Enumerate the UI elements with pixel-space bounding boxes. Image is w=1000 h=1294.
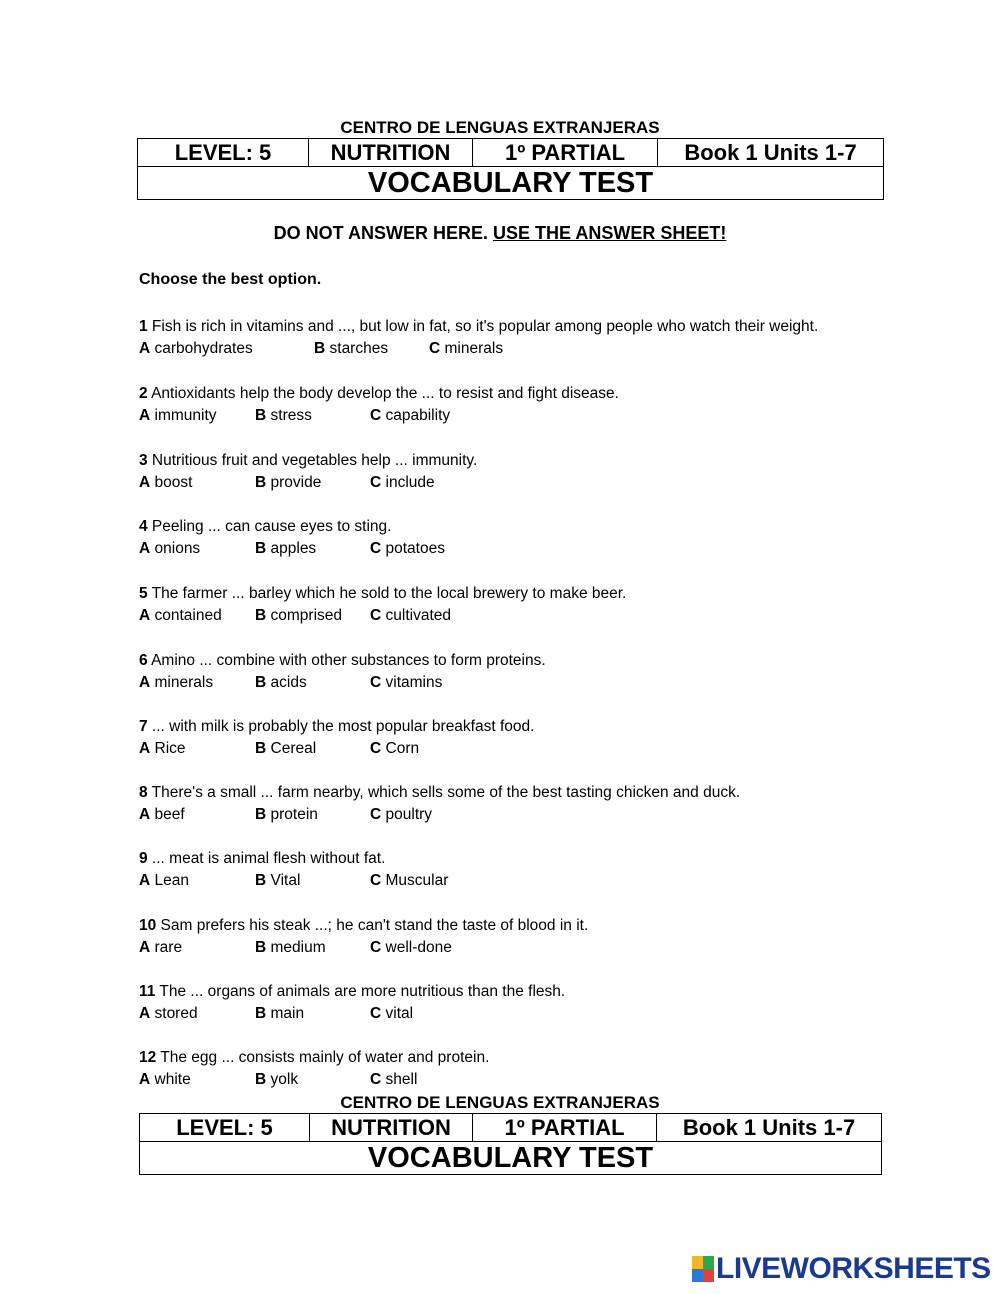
book-cell: Book 1 Units 1-7 (658, 139, 884, 167)
question-stem: Antioxidants help the body develop the ... to resist and fight disease. (147, 385, 619, 402)
book-cell-bottom: Book 1 Units 1-7 (657, 1114, 882, 1142)
question-stem: Amino ... combine with other substances to form proteins. (147, 652, 546, 669)
option-letter: C (370, 740, 382, 757)
option-text: capability (381, 407, 451, 424)
option-letter: B (255, 872, 267, 889)
header-table (137, 138, 884, 200)
option-c (370, 937, 452, 959)
option-text: carbohydrates (150, 340, 253, 357)
option-row (139, 870, 899, 892)
option-letter: A (139, 1071, 151, 1088)
option-letter: A (139, 872, 151, 889)
option-text: onions (150, 540, 201, 557)
logo-blocks-icon (692, 1256, 714, 1282)
option-letter: A (139, 740, 151, 757)
option-a (139, 405, 217, 427)
question-3 (139, 450, 899, 494)
answer-instructions (0, 222, 1000, 244)
option-a (139, 472, 192, 494)
option-letter: C (370, 674, 382, 691)
option-letter: B (255, 806, 267, 823)
option-row (139, 338, 899, 360)
option-row (139, 538, 899, 560)
question-text (139, 1047, 899, 1069)
option-a (139, 672, 213, 694)
level-cell: LEVEL: 5 (138, 139, 309, 167)
level-cell-bottom: LEVEL: 5 (140, 1114, 310, 1142)
option-letter: A (139, 407, 151, 424)
question-text (139, 383, 899, 405)
option-letter: C (370, 407, 382, 424)
option-b (255, 672, 307, 694)
option-text: contained (150, 607, 222, 624)
option-text: Rice (150, 740, 186, 757)
question-9 (139, 848, 899, 892)
option-text: boost (150, 474, 193, 491)
option-letter: B (314, 340, 326, 357)
question-stem: Fish is rich in vitamins and ..., but low in fat, so it's popular among people who watch their weight. (147, 318, 819, 335)
partial-cell: 1º PARTIAL (473, 139, 658, 167)
option-letter: C (370, 474, 382, 491)
question-stem: Sam prefers his steak ...; he can't stand the taste of blood in it. (156, 917, 589, 934)
option-a (139, 1069, 191, 1091)
question-stem: ... with milk is probably the most popular breakfast food. (147, 718, 535, 735)
question-text (139, 650, 899, 672)
subject-cell: NUTRITION (309, 139, 473, 167)
question-text (139, 516, 899, 538)
option-row (139, 937, 899, 959)
option-text: acids (266, 674, 307, 691)
question-12 (139, 1047, 899, 1091)
question-number: 3 (139, 452, 148, 469)
option-b (255, 605, 342, 627)
option-letter: B (255, 540, 267, 557)
option-letter: A (139, 607, 151, 624)
option-a (139, 937, 182, 959)
option-letter: A (139, 474, 151, 491)
option-text: beef (150, 806, 185, 823)
option-text: protein (266, 806, 318, 823)
option-text: vitamins (381, 674, 443, 691)
partial-cell-bottom: 1º PARTIAL (473, 1114, 657, 1142)
option-text: well-done (381, 939, 452, 956)
option-c (370, 738, 419, 760)
option-letter: C (429, 340, 441, 357)
option-text: cultivated (381, 607, 451, 624)
option-row (139, 1069, 899, 1091)
option-letter: C (370, 872, 382, 889)
liveworksheets-logo[interactable] (692, 1252, 991, 1286)
option-b (255, 738, 316, 760)
option-letter: B (255, 607, 267, 624)
option-text: rare (150, 939, 183, 956)
option-text: poultry (381, 806, 433, 823)
option-c (370, 1069, 417, 1091)
option-letter: B (255, 674, 267, 691)
option-text: yolk (266, 1071, 299, 1088)
question-text (139, 450, 899, 472)
option-letter: C (370, 1005, 382, 1022)
question-10 (139, 915, 899, 959)
question-number: 7 (139, 718, 148, 735)
question-text (139, 316, 899, 338)
option-letter: C (370, 939, 382, 956)
question-stem: The farmer ... barley which he sold to the local brewery to make beer. (147, 585, 627, 602)
question-11 (139, 981, 899, 1025)
question-text (139, 782, 899, 804)
question-number: 10 (139, 917, 157, 934)
option-text: main (266, 1005, 305, 1022)
question-number: 9 (139, 850, 148, 867)
test-title: VOCABULARY TEST (138, 167, 884, 200)
subject-cell-bottom: NUTRITION (310, 1114, 473, 1142)
instructions-underlined: USE THE ANSWER SHEET! (492, 223, 727, 243)
option-text: minerals (150, 674, 214, 691)
option-row (139, 605, 899, 627)
institution-title-bottom: CENTRO DE LENGUAS EXTRANJERAS (340, 1093, 660, 1112)
institution-title: CENTRO DE LENGUAS EXTRANJERAS (340, 118, 660, 137)
option-a (139, 738, 186, 760)
option-b (255, 870, 300, 892)
question-1 (139, 316, 899, 360)
option-letter: B (255, 1071, 267, 1088)
option-a (139, 338, 253, 360)
option-a (139, 870, 189, 892)
option-text: Muscular (381, 872, 449, 889)
option-c (370, 804, 432, 826)
option-b (255, 1069, 298, 1091)
question-stem: Peeling ... can cause eyes to sting. (147, 518, 392, 535)
option-c (370, 672, 442, 694)
question-text (139, 716, 899, 738)
option-a (139, 1003, 198, 1025)
option-b (255, 472, 321, 494)
option-c (370, 538, 445, 560)
option-letter: B (255, 407, 267, 424)
option-text: immunity (150, 407, 217, 424)
option-text: provide (266, 474, 322, 491)
option-text: white (150, 1071, 191, 1088)
option-c (429, 338, 503, 360)
option-text: minerals (440, 340, 504, 357)
option-letter: A (139, 540, 151, 557)
question-text (139, 848, 899, 870)
option-text: Lean (150, 872, 189, 889)
option-c (370, 870, 448, 892)
option-text: shell (381, 1071, 418, 1088)
question-stem: The ... organs of animals are more nutritious than the flesh. (155, 983, 566, 1000)
option-letter: B (255, 740, 267, 757)
question-4 (139, 516, 899, 560)
option-c (370, 405, 450, 427)
question-number: 12 (139, 1049, 157, 1066)
option-letter: B (255, 474, 267, 491)
option-letter: B (255, 939, 267, 956)
question-8 (139, 782, 899, 826)
option-text: potatoes (381, 540, 445, 557)
question-text (139, 583, 899, 605)
option-letter: A (139, 806, 151, 823)
question-5 (139, 583, 899, 627)
test-title-bottom: VOCABULARY TEST (140, 1142, 882, 1175)
option-row (139, 804, 899, 826)
option-row (139, 672, 899, 694)
option-text: Vital (266, 872, 301, 889)
question-7 (139, 716, 899, 760)
question-stem: ... meat is animal flesh without fat. (147, 850, 386, 867)
option-b (255, 1003, 304, 1025)
option-b (255, 405, 312, 427)
option-text: include (381, 474, 435, 491)
option-row (139, 738, 899, 760)
option-text: comprised (266, 607, 343, 624)
option-a (139, 804, 185, 826)
option-b (255, 937, 326, 959)
option-text: Corn (381, 740, 420, 757)
option-text: stored (150, 1005, 198, 1022)
option-b (255, 804, 318, 826)
option-text: vital (381, 1005, 414, 1022)
question-number: 2 (139, 385, 148, 402)
option-letter: C (370, 806, 382, 823)
option-letter: C (370, 1071, 382, 1088)
option-c (370, 472, 435, 494)
option-letter: C (370, 540, 382, 557)
option-letter: A (139, 939, 151, 956)
question-2 (139, 383, 899, 427)
question-stem: There's a small ... farm nearby, which sells some of the best tasting chicken and duck. (147, 784, 741, 801)
instructions-prefix: DO NOT ANSWER HERE. (273, 223, 493, 243)
option-b (314, 338, 388, 360)
option-letter: A (139, 674, 151, 691)
option-row (139, 405, 899, 427)
question-stem: The egg ... consists mainly of water and protein. (156, 1049, 490, 1066)
question-number: 11 (139, 983, 156, 1000)
question-6 (139, 650, 899, 694)
option-text: starches (325, 340, 389, 357)
question-number: 1 (139, 318, 148, 335)
option-a (139, 605, 222, 627)
option-row (139, 1003, 899, 1025)
option-row (139, 472, 899, 494)
question-number: 8 (139, 784, 148, 801)
header-table-bottom (139, 1113, 882, 1175)
option-letter: B (255, 1005, 267, 1022)
question-number: 5 (139, 585, 148, 602)
question-text (139, 981, 899, 1003)
question-number: 4 (139, 518, 148, 535)
option-text: stress (266, 407, 312, 424)
option-a (139, 538, 200, 560)
option-text: apples (266, 540, 317, 557)
option-c (370, 1003, 413, 1025)
question-number: 6 (139, 652, 148, 669)
option-letter: A (139, 340, 151, 357)
choose-label: Choose the best option. (139, 271, 322, 288)
option-text: medium (266, 939, 326, 956)
option-letter: A (139, 1005, 151, 1022)
logo-text: LIVEWORKSHEETS (716, 1252, 991, 1285)
option-b (255, 538, 316, 560)
option-c (370, 605, 451, 627)
question-text (139, 915, 899, 937)
option-text: Cereal (266, 740, 317, 757)
option-letter: C (370, 607, 382, 624)
question-stem: Nutritious fruit and vegetables help ... immunity. (147, 452, 478, 469)
